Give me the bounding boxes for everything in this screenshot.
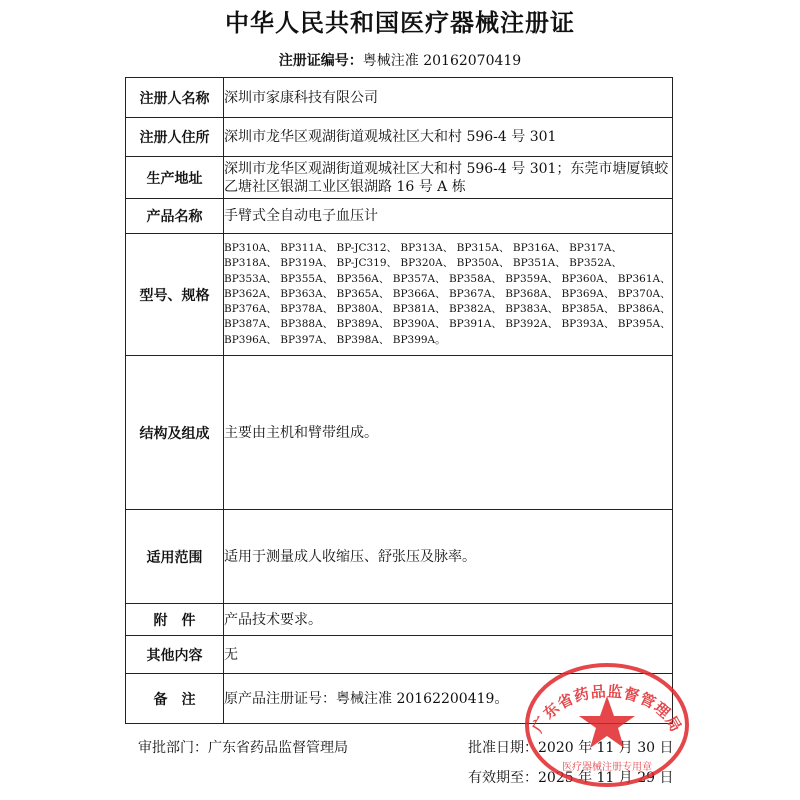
models-line: BP353A、 BP355A、 BP356A、 BP357A、 BP358A、 BP359A、 BP360A、 BP361A、 (224, 272, 671, 285)
models-line: BP396A、 BP397A、 BP398A、 BP399A。 (224, 333, 446, 346)
attachment-label: 附 件 (126, 604, 224, 636)
structure-value: 主要由主机和臂带组成。 (224, 356, 673, 510)
row-registrant-name (126, 78, 673, 118)
product-name-value: 手臂式全自动电子血压计 (224, 199, 673, 234)
certificate-number-label: 注册证编号： (278, 53, 363, 69)
row-scope (126, 510, 673, 604)
row-attachment (126, 604, 673, 636)
structure-label: 结构及组成 (126, 356, 224, 510)
models-value (224, 234, 673, 356)
attachment-value: 产品技术要求。 (224, 604, 673, 636)
models-line: BP387A、 BP388A、 BP389A、 BP390A、 BP391A、 BP392A、 BP393A、 BP395A、 (224, 318, 671, 331)
row-product-name (126, 199, 673, 234)
registrant-name-value: 深圳市家康科技有限公司 (224, 78, 673, 118)
registrant-address-value: 深圳市龙华区观湖街道观城社区大和村 596-4 号 301 (224, 118, 673, 157)
other-label: 其他内容 (126, 636, 224, 674)
remarks-value: 原产品注册证号：粤械注准 20162200419。 (224, 674, 673, 724)
registrant-address-label: 注册人住所 (126, 118, 224, 157)
certificate-number-value: 粤械注准 20162070419 (362, 53, 522, 69)
scope-value: 适用于测量成人收缩压、舒张压及脉率。 (224, 510, 673, 604)
document-title: 中华人民共和国医疗器械注册证 (225, 9, 575, 37)
official-seal-icon (522, 660, 692, 790)
row-models (126, 234, 673, 356)
models-line: BP362A、 BP363A、 BP365A、 BP366A、 BP367A、 BP368A、 BP369A、 BP370A、 (224, 287, 671, 300)
remarks-label: 备 注 (126, 674, 224, 724)
production-address-value: 深圳市龙华区观湖街道观城社区大和村 596-4 号 301；东莞市塘厦镇蛟乙塘社区银湖工业区银湖路 16 号 A 栋 (224, 157, 673, 199)
registrant-name-label: 注册人名称 (126, 78, 224, 118)
models-line: BP376A、 BP378A、 BP380A、 BP381A、 BP382A、 BP383A、 BP385A、 BP386A、 (224, 303, 671, 316)
scope-label: 适用范围 (126, 510, 224, 604)
row-structure (126, 356, 673, 510)
expiry-date: 有效期至：2025 年 11 月 29 日 (468, 770, 674, 786)
svg-text:医疗器械注册专用章: 医疗器械注册专用章 (562, 762, 652, 773)
other-value: 无 (224, 636, 673, 674)
row-registrant-address (126, 118, 673, 157)
row-production-address (126, 157, 673, 199)
svg-text:广东省药品监督管理局: 广东省药品监督管理局 (528, 682, 686, 736)
production-address-label: 生产地址 (126, 157, 224, 199)
models-line: BP318A、 BP319A、 BP-JC319、 BP320A、 BP350A、 BP351A、 BP352A、 (224, 257, 622, 270)
models-label: 型号、规格 (126, 234, 224, 356)
approving-authority: 审批部门：广东省药品监督管理局 (138, 740, 348, 756)
approval-date: 批准日期：2020 年 11 月 30 日 (468, 740, 674, 756)
product-name-label: 产品名称 (126, 199, 224, 234)
models-line: BP310A、 BP311A、 BP-JC312、 BP313A、 BP315A、 BP316A、 BP317A、 (224, 241, 622, 254)
certificate-number (0, 51, 800, 71)
certificate-table (125, 77, 673, 724)
